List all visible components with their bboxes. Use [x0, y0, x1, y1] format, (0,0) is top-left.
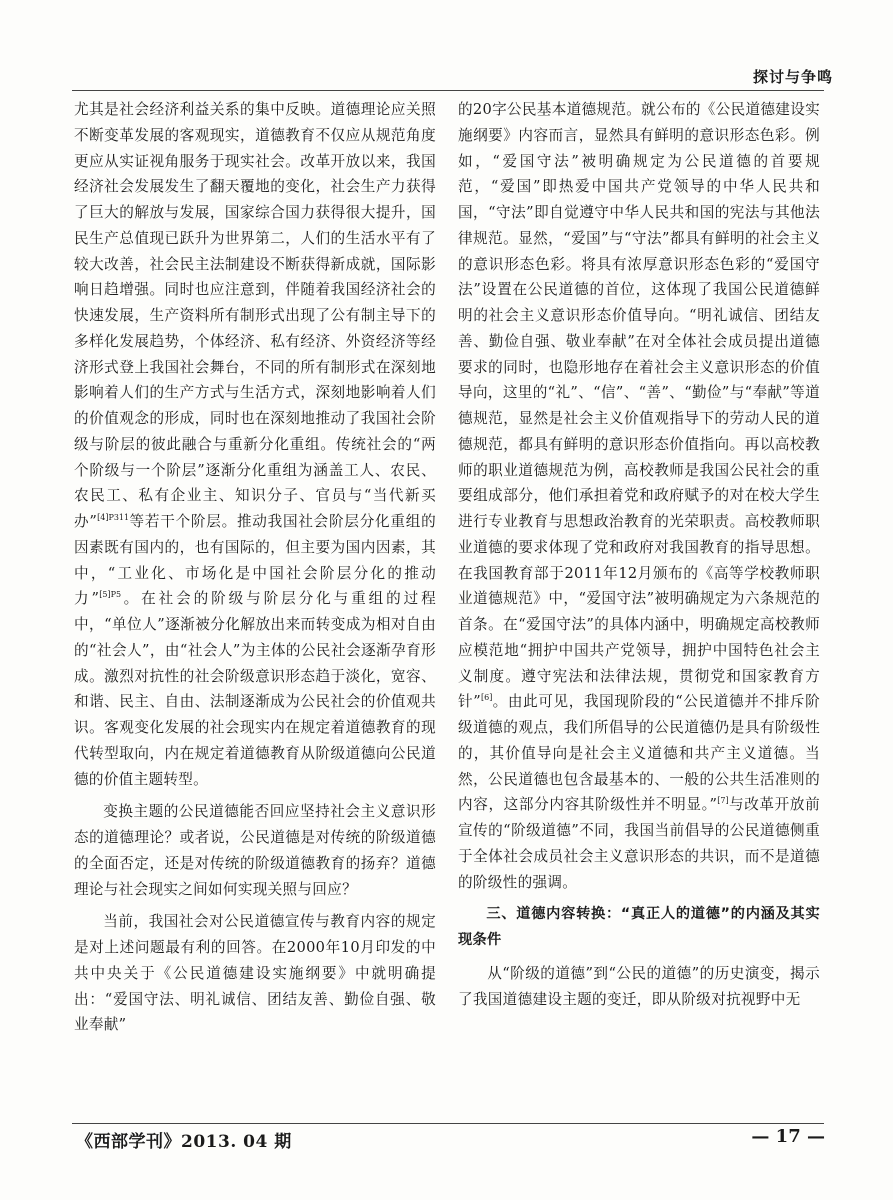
text-run: 与改革开放前宣传的“阶级道德”不同，我国当前倡导的公民道德侧重于全体社会成员社会主义意识形态的共识，而不是道德的阶级性的强调。: [458, 796, 820, 891]
paragraph-4: [458, 97, 820, 895]
citation-mark: [4]P311: [97, 513, 130, 522]
section-tag: 探讨与争鸣: [752, 68, 833, 86]
text-run: 从“阶级的道德”到“公民的道德”的历史演变，揭示了我国道德建设主题的变迁，即从阶级对抗视野中无: [458, 964, 820, 1008]
text-run: 变换主题的公民道德能否回应坚持社会主义意识形态的道德理论？或者说，公民道德是对传统的阶级道德的全面否定，还是对传统的阶级道德教育的扬弃？道德理论与社会现实之间如何实现关照与回应？: [74, 803, 436, 898]
text-run: 当前，我国社会对公民道德宣传与教育内容的规定是对上述问题最有利的回答。在2000年10月印发的中共中央关于《公民道德建设实施纲要》中就明确提出：“爱国守法、明礼诚信、团结友善、勤俭自强、敬业奉献”: [74, 913, 436, 1034]
text-run: 的20字公民基本道德规范。就公布的《公民道德建设实施纲要》内容而言，显然具有鲜明的意识形态色彩。例如，“爱国守法”被明确规定为公民道德的首要规范，“爱国”即热爱中国共产党领导的中华人民共和国，“守法”即自觉遵守中华人民共和国的宪法与其他法律规范。显然，“爱国”与“守法”都具有鲜明的社会主义的意识形态色彩。将具有浓厚意识形态色彩的“爱国守法”设置在公民道德的首位，这体现了我国公民道德鲜明的社会主义意识形态价值导向。“明礼诚信、团结友善、勤俭自强、敬业奉献”在对全体社会成员提出道德要求的同时，也隐形地存在着社会主义意识形态的价值导向，这里的“礼”、“信”、“善”、“勤俭”与“奉献”等道德规范，显然是社会主义价值观指导下的劳动人民的道德规范，都具有鲜明的意识形态价值指向。再以高校教师的职业道德规范为例，高校教师是我国公民社会的重要组成部分，他们承担着党和政府赋予的对在校大学生进行专业教育与思想政治教育的光荣职责。高校教师职业道德的要求体现了党和政府对我国教育的指导思想。在我国教育部于2011年12月颁布的《高等学校教师职业道德规范》中，“爱国守法”被明确规定为六条规范的首条。在“爱国守法”的具体内涵中，明确规定高校教师应模范地“拥护中国共产党领导，拥护中国特色社会主义制度。遵守宪法和法律法规，贯彻党和国家教育方针”: [458, 101, 820, 711]
text-run: 尤其是社会经济利益关系的集中反映。道德理论应关照不断变革发展的客观现实，道德教育不仅应从规范角度更应从实证视角服务于现实社会。改革开放以来，我国经济社会发展发生了翻天覆地的变化，社会生产力获得了巨大的解放与发展，国家综合国力获得很大提升，国民生产总值现已跃升为世界第二，人们的生活水平有了较大改善，社会民主法制建设不断获得新成就，国际影响日趋增强。同时也应注意到，伴随着我国经济社会的快速发展，生产资料所有制形式出现了公有制主导下的多样化发展趋势，个体经济、私有经济、外资经济等经济形式登上我国社会舞台，不同的所有制形式在深刻地影响着人们的生产方式与生活方式，深刻地影响着人们的价值观念的形成，同时也在深刻地推动了我国社会阶级与阶层的彼此融合与重新分化重组。传统社会的“两个阶级与一个阶层”逐渐分化重组为涵盖工人、农民、农民工、私有企业主、知识分子、官员与“当代新买办”: [74, 101, 436, 530]
citation-mark: [5]P5: [99, 590, 122, 600]
section-heading: 三、道德内容转换：“真正人的道德”的内涵及其实现条件: [458, 906, 820, 948]
page-number: — 17 —: [751, 1126, 825, 1147]
paragraph-2: [74, 799, 436, 902]
text-run: 。在社会的阶级与阶层分化与重组的过程中，“单位人”逐渐被分化解放出来而转变成为相对自由的“社会人”，由“社会人”为主体的公民社会逐渐孕育形成。激烈对抗性的社会阶级意识形态趋于淡化，宽容、和谐、民主、自由、法制逐渐成为公民社会的价值观共识。客观变化发展的社会现实内在规定着道德教育的现代转型取向，内在规定着道德教育从阶级道德向公民道德的价值主题转型。: [74, 590, 437, 788]
paragraph-1: [74, 97, 436, 792]
citation-mark: [6]: [480, 693, 493, 703]
right-column: [458, 97, 820, 1012]
left-column: [74, 97, 436, 1038]
journal-name: 《西部学刊》2013. 04 期: [76, 1132, 292, 1152]
text-run: 等若干个阶层。推动我国社会阶层分化重组的因素既有国内的，也有国际的，但主要为国内因素，其中，“工业化、市场化是中国社会阶层分化的推动力”: [74, 513, 436, 608]
footer-rule: [72, 1123, 824, 1124]
citation-mark: [7]: [717, 796, 729, 806]
text-run: 。由此可见，我国现阶段的“公民道德并不排斥阶级道德的观点，我们所倡导的公民道德仍是具有阶级性的，其价值导向是社会主义道德和共产主义道德。当然，公民道德也包含最基本的、一般的公共生活准则的内容，这部分内容其阶级性并不明显。”: [458, 693, 821, 814]
paragraph-5: [458, 961, 820, 1013]
header-rule: [72, 90, 824, 91]
paragraph-3: [74, 909, 436, 1038]
